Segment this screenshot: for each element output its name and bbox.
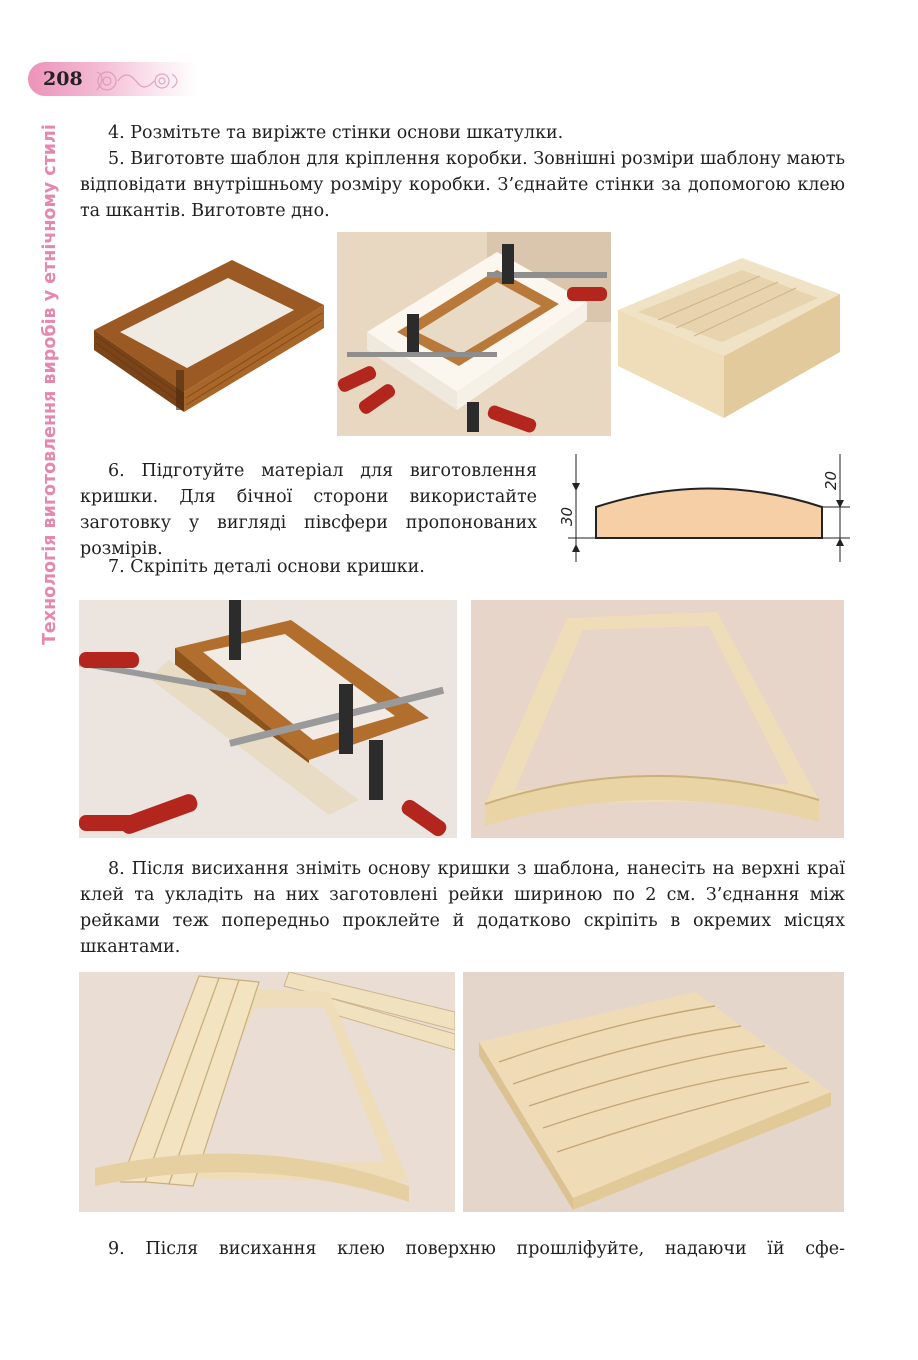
photo-lid-slats-complete xyxy=(463,972,844,1212)
step-7: 7. Скріпіть деталі основи кришки. xyxy=(108,557,425,577)
floral-ornament-icon xyxy=(92,66,188,96)
step-9: 9. Після висихання клею поверхню прошліфуйте, надаючи їй сфе- xyxy=(108,1239,845,1259)
photo-box-in-clamps xyxy=(337,232,611,436)
photo-box-frame-wood xyxy=(84,250,329,420)
photo-lid-frame-finished xyxy=(471,600,844,838)
photo-box-with-bottom xyxy=(614,248,846,424)
step-6: 6. Підготуйте матеріал для виготовлення кришки. Для бічної сторони використайте заготовку у вигляді півсфери пропонованих розмірів. xyxy=(80,461,537,559)
photo-lid-slats-partial xyxy=(79,972,455,1212)
step-5: 5. Виготовте шаблон для кріплення коробки. Зовнішні розміри шаблону мають відповідати внутрішньому розміру коробки. З’єднайте стінки за допомогою клею та шкантів. Виготовте дно. xyxy=(80,149,845,221)
step-4: 4. Розмітьте та виріжте стінки основи шкатулки. xyxy=(108,123,564,143)
vertical-section-title: Технологія виготовлення виробів у етнічному стилі xyxy=(40,124,60,645)
step-8: 8. Після висихання зніміть основу кришки з шаблона, нанесіть на верхні краї клей та укладіть на них заготовлені рейки шириною по 2 см. З’єднання між рейками теж попередньо проклейте й додатково скріпіть в окремих місцях шкантами. xyxy=(80,859,845,957)
dimension-30-label: 30 xyxy=(558,506,576,526)
photo-lid-frame-clamped xyxy=(79,600,457,838)
page-number: 208 xyxy=(43,68,83,90)
dimension-20-label: 20 xyxy=(822,470,840,490)
arc-blank-drawing xyxy=(558,452,858,564)
arc-blank-shape xyxy=(596,489,822,539)
